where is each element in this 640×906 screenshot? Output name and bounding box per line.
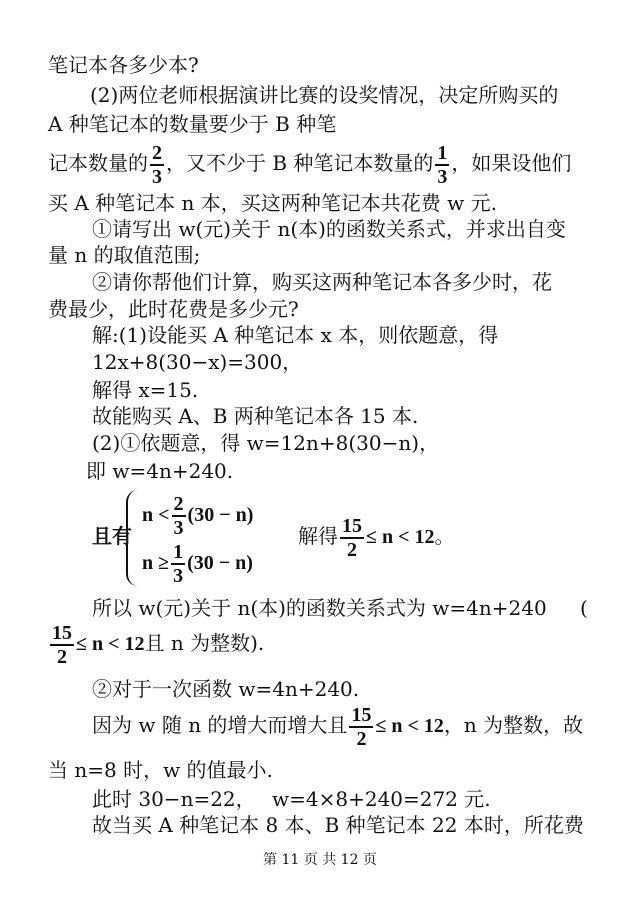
text-segment: 记本数量的 [48, 151, 148, 175]
fraction [349, 704, 373, 750]
text-segment: ，又不少于 B 种笔记本数量的 [166, 151, 434, 175]
text-line: 费最少，此时花费是多少元? [48, 297, 299, 321]
text-line [48, 138, 571, 188]
inequality-2 [142, 538, 253, 587]
fraction-denominator: 2 [50, 644, 74, 668]
fraction [435, 142, 449, 188]
fraction-denominator: 3 [173, 564, 184, 587]
fraction-numerator: 2 [173, 492, 184, 515]
text-line: 12x+8(30−x)=300， [92, 350, 303, 374]
solution-line [298, 511, 455, 562]
fraction-numerator: 2 [152, 141, 162, 164]
text-line: 故能购买 A、B 两种笔记本各 15 本. [92, 404, 419, 428]
text-segment: ，如果设他们 [451, 151, 572, 175]
text-line [92, 700, 583, 751]
page-footer: 第 11 页 共 12 页 [263, 852, 377, 868]
fraction-numerator: 1 [437, 141, 448, 164]
text-line: 量 n 的取值范围; [48, 243, 201, 267]
text-segment: 解得 [298, 524, 338, 548]
fraction [171, 541, 185, 587]
fraction [50, 622, 74, 668]
text-segment: ，n 为整数，故 [443, 713, 584, 737]
text-line: 故当买 A 种笔记本 8 本、B 种笔记本 22 本时，所花费 [92, 813, 584, 837]
text-line: ②请你帮他们计算，购买这两种笔记本各多少时，花 [92, 270, 552, 294]
text-segment: (30 − n) [187, 504, 254, 526]
inequality-1 [142, 490, 253, 539]
text-line: 当 n=8 时，w 的值最小. [48, 758, 273, 782]
text-line: 笔记本各多少本? [48, 53, 199, 77]
system-label: 且有 [92, 526, 132, 548]
fraction-denominator: 2 [349, 726, 373, 750]
text-line [48, 618, 264, 669]
text-segment: n < [142, 504, 170, 526]
text-segment: 且 n 为整数). [144, 631, 265, 655]
text-line: 所以 w(元)关于 n(本)的函数关系式为 w=4n+240 [92, 596, 547, 620]
text-segment: ≤ n < 12 [366, 526, 435, 548]
fraction [340, 515, 364, 561]
system-brace [126, 490, 140, 586]
text-line: A 种笔记本的数量要少于 B 种笔 [48, 112, 337, 136]
text-line: (2)①依题意，得 w=12n+8(30−n)， [92, 431, 440, 455]
fraction-numerator: 15 [351, 703, 372, 726]
text-segment: 因为 w 随 n 的增大而增大且 [92, 713, 348, 737]
fraction-denominator: 2 [340, 537, 364, 561]
text-line: w=4×8+240=272 元. [272, 787, 491, 811]
text-line: 此时 30−n=22， [92, 787, 256, 811]
text-line: ①请写出 w(元)关于 n(本)的函数关系式，并求出自变 [92, 217, 566, 241]
fraction-denominator: 3 [173, 516, 184, 539]
text-line: 解得 x=15. [92, 378, 199, 402]
text-line: 解:(1)设能买 A 种笔记本 x 本，则依题意，得 [92, 323, 499, 347]
fraction-numerator: 15 [52, 621, 72, 644]
text-segment: n ≥ [142, 552, 170, 574]
text-segment: ≤ n < 12 [375, 715, 444, 737]
fraction [172, 493, 186, 539]
fraction-numerator: 1 [173, 540, 184, 563]
fraction-denominator: 3 [437, 165, 448, 188]
text-segment: ( [580, 596, 588, 620]
fraction-numerator: 15 [342, 514, 362, 537]
fraction-denominator: 3 [152, 165, 162, 188]
text-line: 即 w=4n+240. [86, 459, 234, 483]
text-line: ②对于一次函数 w=4n+240. [92, 677, 360, 701]
text-line: (2)两位老师根据演讲比赛的设奖情况，决定所购买的 [90, 83, 559, 107]
text-segment: (30 − n) [187, 552, 253, 574]
text-segment: ≤ n < 12 [76, 633, 145, 655]
fraction [150, 142, 164, 188]
text-line: 买 A 种笔记本 n 本，买这两种笔记本共花费 w 元. [48, 191, 497, 215]
text-segment: 。 [434, 524, 455, 548]
